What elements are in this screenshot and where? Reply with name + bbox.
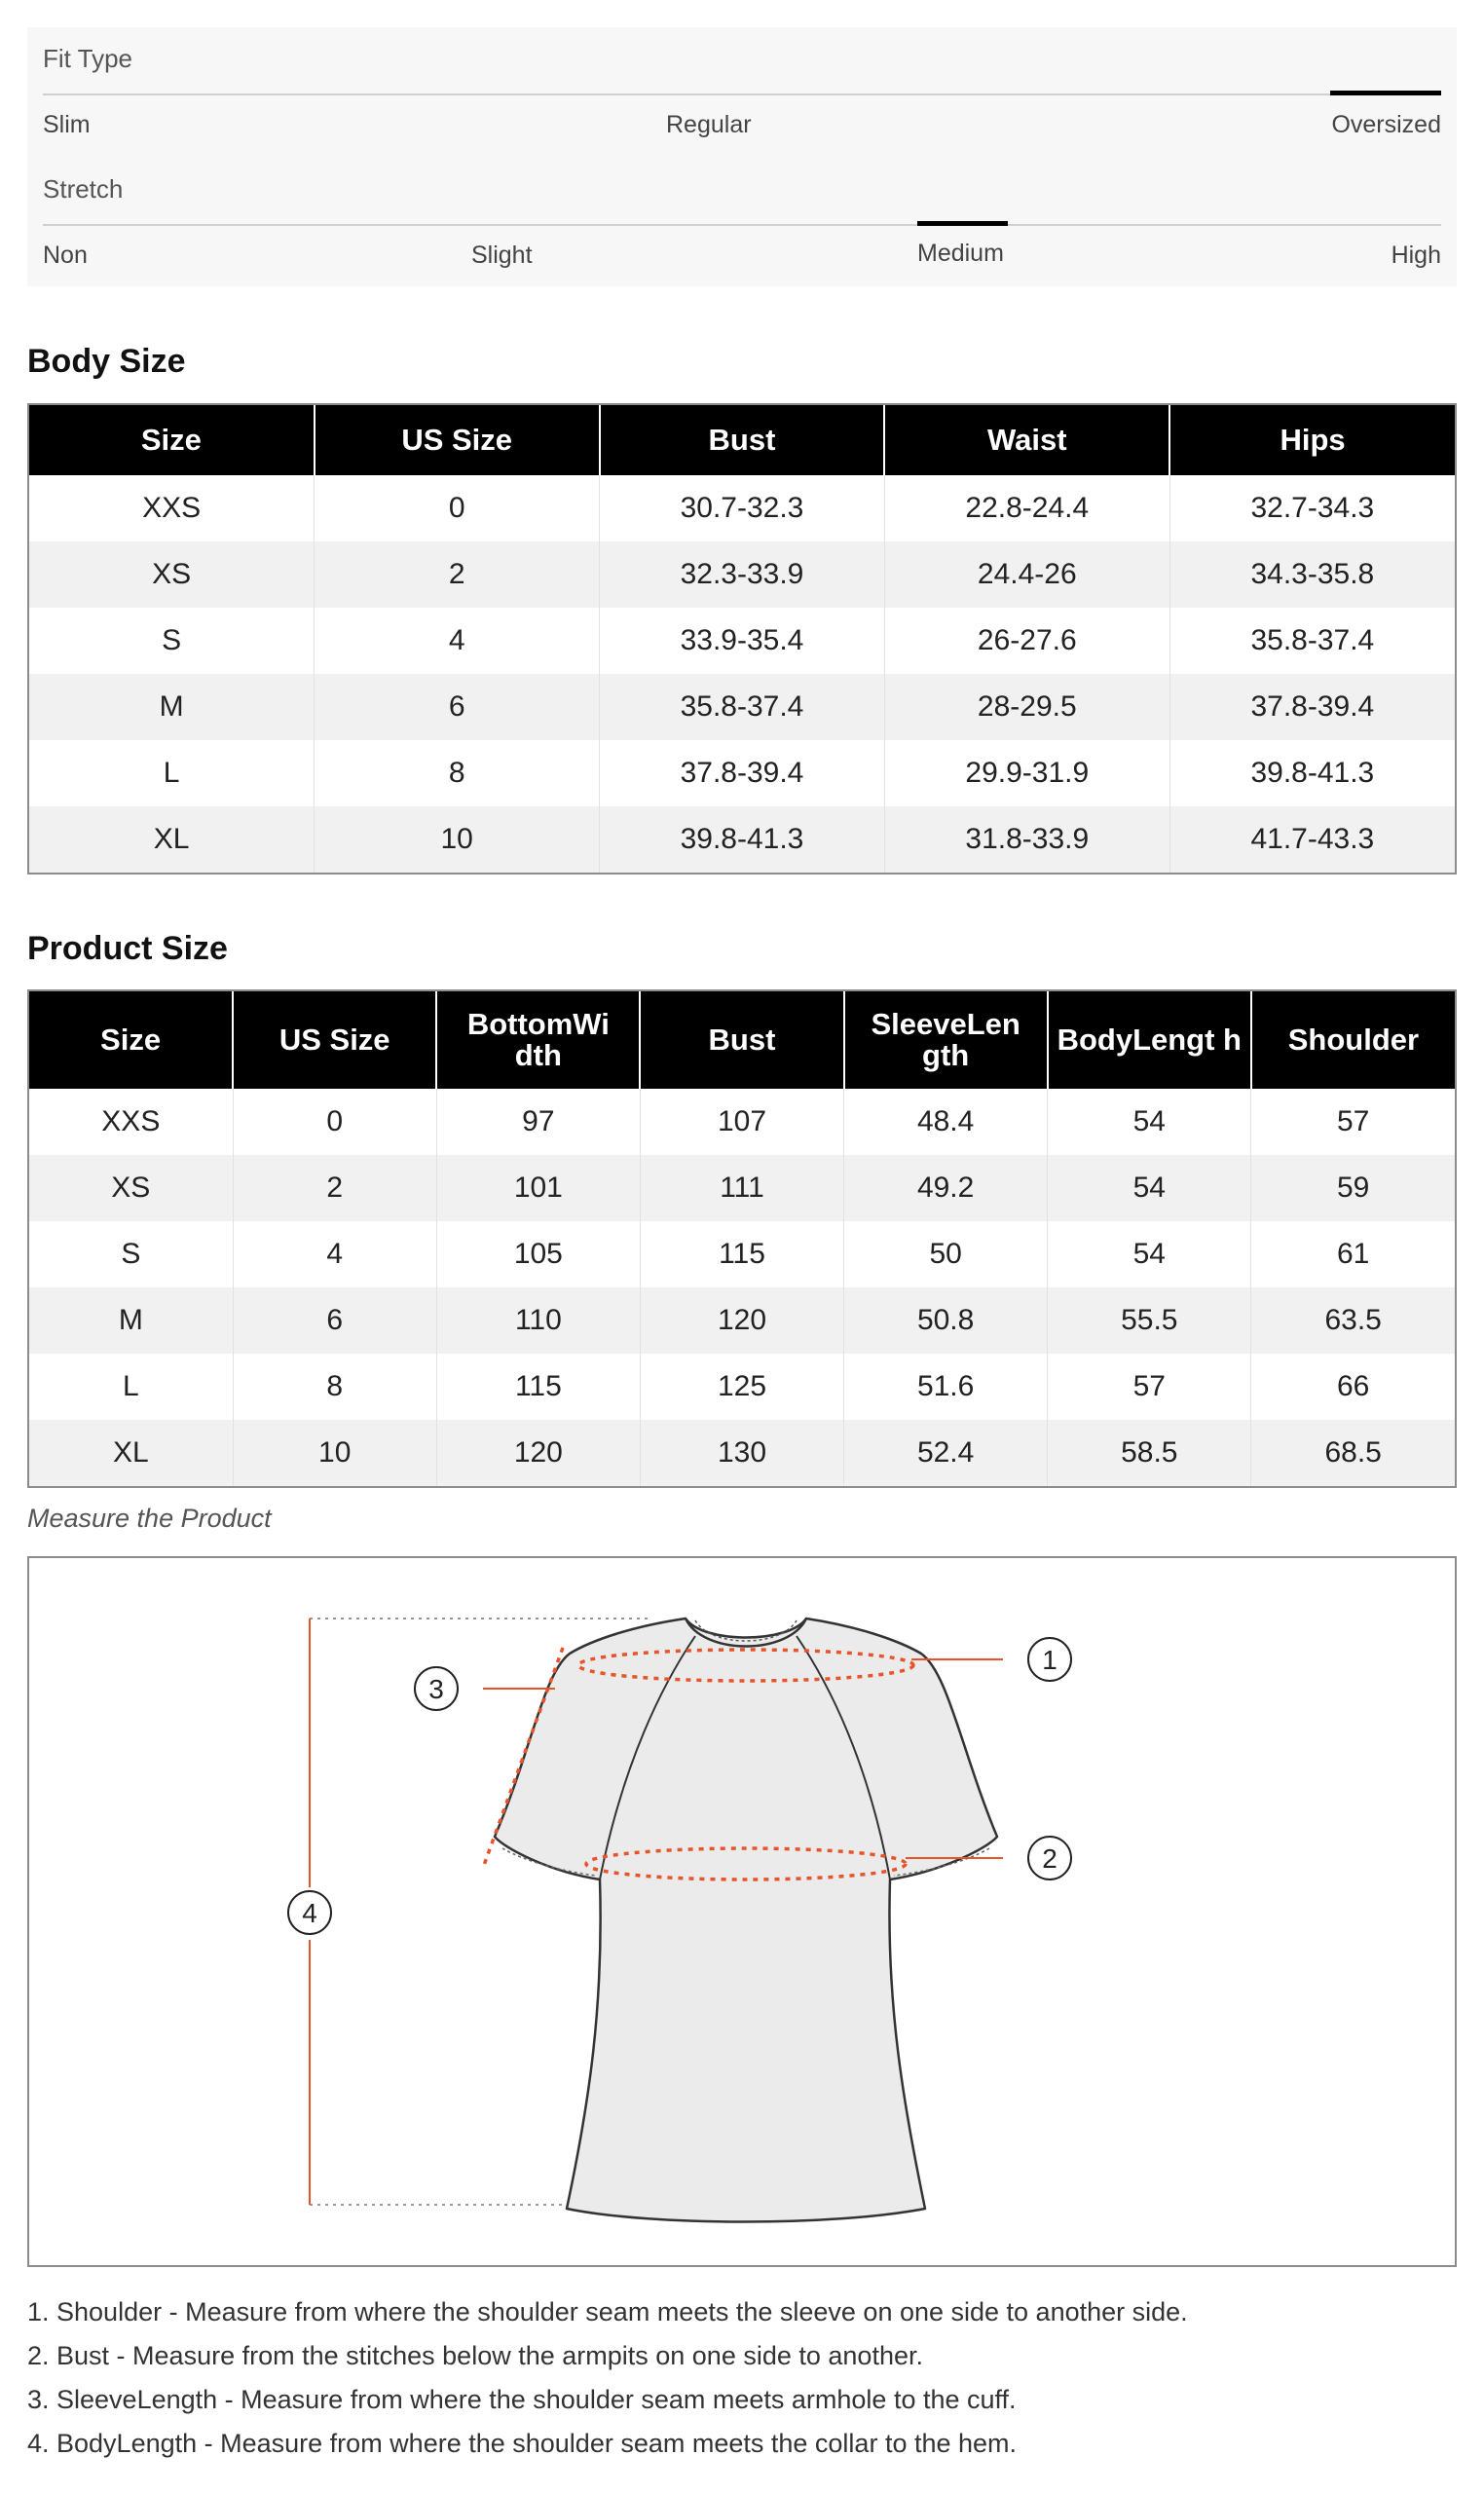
svg-text:3: 3 xyxy=(428,1674,444,1704)
table-row xyxy=(29,740,1455,806)
cell-bottom-width: 97 xyxy=(436,1089,640,1155)
cell-sleeve-length: 49.2 xyxy=(844,1155,1048,1221)
cell-body-length: 55.5 xyxy=(1048,1287,1251,1354)
stretch-option-high: High xyxy=(1391,242,1441,269)
svg-text:2: 2 xyxy=(1042,1843,1057,1874)
cell-us-size: 2 xyxy=(233,1155,436,1221)
header-waist: Waist xyxy=(884,405,1169,475)
cell-bust: 39.8-41.3 xyxy=(600,806,885,873)
cell-waist: 28-29.5 xyxy=(884,674,1169,740)
stretch-label: Stretch xyxy=(43,174,124,204)
cell-waist: 29.9-31.9 xyxy=(884,740,1169,806)
fit-type-option-slim: Slim xyxy=(43,111,91,138)
cell-shoulder: 63.5 xyxy=(1251,1287,1455,1354)
note-body-length: 4. BodyLength - Measure from where the shoulder seam meets the collar to the hem. xyxy=(27,2429,1018,2458)
fit-type-option-regular: Regular xyxy=(666,111,752,138)
cell-bust: 107 xyxy=(640,1089,843,1155)
cell-waist: 22.8-24.4 xyxy=(884,475,1169,541)
body-size-table xyxy=(29,405,1455,873)
table-row xyxy=(29,1354,1455,1420)
table-row xyxy=(29,1155,1455,1221)
cell-size: M xyxy=(29,1287,233,1354)
marker-1 xyxy=(1028,1638,1071,1681)
cell-hips: 32.7-34.3 xyxy=(1169,475,1455,541)
header-size: Size xyxy=(29,991,233,1089)
cell-sleeve-length: 52.4 xyxy=(844,1420,1048,1486)
cell-shoulder: 68.5 xyxy=(1251,1420,1455,1486)
table-row xyxy=(29,1420,1455,1486)
cell-shoulder: 59 xyxy=(1251,1155,1455,1221)
table-row xyxy=(29,1089,1455,1155)
cell-bust: 111 xyxy=(640,1155,843,1221)
cell-size: L xyxy=(163,757,180,789)
table-row xyxy=(29,1287,1455,1354)
stretch-option-non: Non xyxy=(43,242,88,269)
measure-diagram xyxy=(27,1556,1457,2267)
cell-bust: 35.8-37.4 xyxy=(600,674,885,740)
cell-body-length: 54 xyxy=(1048,1221,1251,1287)
cell-size: XL xyxy=(29,1420,233,1486)
cell-bottom-width: 110 xyxy=(436,1287,640,1354)
cell-hips: 37.8-39.4 xyxy=(1169,674,1455,740)
svg-text:1: 1 xyxy=(1042,1645,1057,1675)
cell-hips: 35.8-37.4 xyxy=(1169,608,1455,674)
cell-shoulder: 66 xyxy=(1251,1354,1455,1420)
cell-us-size: 10 xyxy=(233,1420,436,1486)
table-row xyxy=(29,806,1455,873)
cell-size: XS xyxy=(29,1155,233,1221)
cell-body-length: 57 xyxy=(1048,1354,1251,1420)
table-row xyxy=(29,608,1455,674)
tshirt-icon xyxy=(495,1619,997,2222)
cell-hips: 39.8-41.3 xyxy=(1169,740,1455,806)
cell-body-length: 54 xyxy=(1048,1089,1251,1155)
cell-shoulder: 57 xyxy=(1251,1089,1455,1155)
table-row xyxy=(29,475,1455,541)
cell-shoulder: 61 xyxy=(1251,1221,1455,1287)
cell-sleeve-length: 48.4 xyxy=(844,1089,1048,1155)
cell-size: M xyxy=(29,674,315,740)
cell-size: S xyxy=(162,624,182,656)
cell-sleeve-length: 51.6 xyxy=(844,1354,1048,1420)
fit-panel xyxy=(27,27,1457,286)
header-bust: Bust xyxy=(600,405,885,475)
marker-3 xyxy=(415,1667,458,1710)
tshirt-diagram-svg xyxy=(29,1558,1455,2265)
cell-size: XS xyxy=(29,541,315,608)
cell-us-size: 8 xyxy=(315,740,600,806)
cell-us-size: 8 xyxy=(233,1354,436,1420)
cell-bust: 32.3-33.9 xyxy=(600,541,885,608)
cell-size: S xyxy=(121,1238,141,1270)
table-row xyxy=(29,1221,1455,1287)
cell-bottom-width: 101 xyxy=(436,1155,640,1221)
cell-us-size: 4 xyxy=(315,608,600,674)
cell-us-size: 2 xyxy=(315,541,600,608)
product-size-table-box xyxy=(27,989,1457,1488)
cell-bust: 120 xyxy=(640,1287,843,1354)
cell-size: XL xyxy=(29,806,315,873)
cell-body-length: 58.5 xyxy=(1048,1420,1251,1486)
cell-us-size: 6 xyxy=(315,674,600,740)
product-size-table xyxy=(29,991,1455,1486)
fit-type-label: Fit Type xyxy=(43,44,133,73)
stretch-selected-marker xyxy=(917,221,1008,226)
cell-body-length: 54 xyxy=(1048,1155,1251,1221)
fit-type-track xyxy=(43,93,1441,95)
note-sleeve-length: 3. SleeveLength - Measure from where the shoulder seam meets armhole to the cuff. xyxy=(27,2385,1017,2414)
cell-us-size: 0 xyxy=(233,1089,436,1155)
cell-waist: 24.4-26 xyxy=(884,541,1169,608)
body-size-title: Body Size xyxy=(27,343,186,380)
cell-us-size: 4 xyxy=(233,1221,436,1287)
cell-bust: 125 xyxy=(640,1354,843,1420)
cell-bust: 115 xyxy=(640,1221,843,1287)
header-sleeve-length: SleeveLen gth xyxy=(844,991,1048,1089)
header-us-size: US Size xyxy=(315,405,600,475)
cell-waist: 26-27.6 xyxy=(884,608,1169,674)
cell-hips: 34.3-35.8 xyxy=(1169,541,1455,608)
stretch-option-medium: Medium xyxy=(917,240,1004,267)
header-bust: Bust xyxy=(640,991,843,1089)
svg-text:4: 4 xyxy=(302,1898,317,1928)
cell-bust: 37.8-39.4 xyxy=(600,740,885,806)
marker-4 xyxy=(288,1891,331,1934)
cell-size: XXS xyxy=(101,1105,161,1137)
cell-sleeve-length: 50 xyxy=(844,1221,1048,1287)
measurement-notes xyxy=(27,2290,1457,2466)
cell-bottom-width: 105 xyxy=(436,1221,640,1287)
cell-us-size: 0 xyxy=(315,475,600,541)
header-shoulder: Shoulder xyxy=(1251,991,1455,1089)
cell-us-size: 6 xyxy=(233,1287,436,1354)
header-us-size: US Size xyxy=(233,991,436,1089)
cell-bottom-width: 120 xyxy=(436,1420,640,1486)
cell-hips: 41.7-43.3 xyxy=(1169,806,1455,873)
header-body-length: BodyLengt h xyxy=(1048,991,1251,1089)
header-bottom-width: BottomWi dth xyxy=(436,991,640,1089)
stretch-option-slight: Slight xyxy=(471,242,533,269)
stretch-track xyxy=(43,224,1441,226)
cell-bust: 30.7-32.3 xyxy=(600,475,885,541)
header-size: Size xyxy=(29,405,315,475)
measure-caption: Measure the Product xyxy=(27,1504,272,1533)
header-hips: Hips xyxy=(1169,405,1455,475)
cell-bottom-width: 115 xyxy=(436,1354,640,1420)
cell-us-size: 10 xyxy=(315,806,600,873)
cell-size: L xyxy=(122,1370,139,1402)
product-size-title: Product Size xyxy=(27,930,228,967)
cell-sleeve-length: 50.8 xyxy=(844,1287,1048,1354)
body-size-header-row xyxy=(29,405,1455,475)
marker-2 xyxy=(1028,1837,1071,1879)
product-size-header-row xyxy=(29,991,1455,1089)
body-size-table-box xyxy=(27,403,1457,874)
cell-bust: 130 xyxy=(640,1420,843,1486)
fit-type-option-oversized: Oversized xyxy=(1331,111,1441,138)
cell-size: XXS xyxy=(142,492,202,524)
fit-type-selected-marker xyxy=(1330,91,1441,95)
table-row xyxy=(29,541,1455,608)
cell-bust: 33.9-35.4 xyxy=(600,608,885,674)
note-shoulder: 1. Shoulder - Measure from where the shoulder seam meets the sleeve on one side to another side. xyxy=(27,2297,1188,2326)
note-bust: 2. Bust - Measure from the stitches below the armpits on one side to another. xyxy=(27,2341,923,2370)
table-row xyxy=(29,674,1455,740)
cell-waist: 31.8-33.9 xyxy=(884,806,1169,873)
